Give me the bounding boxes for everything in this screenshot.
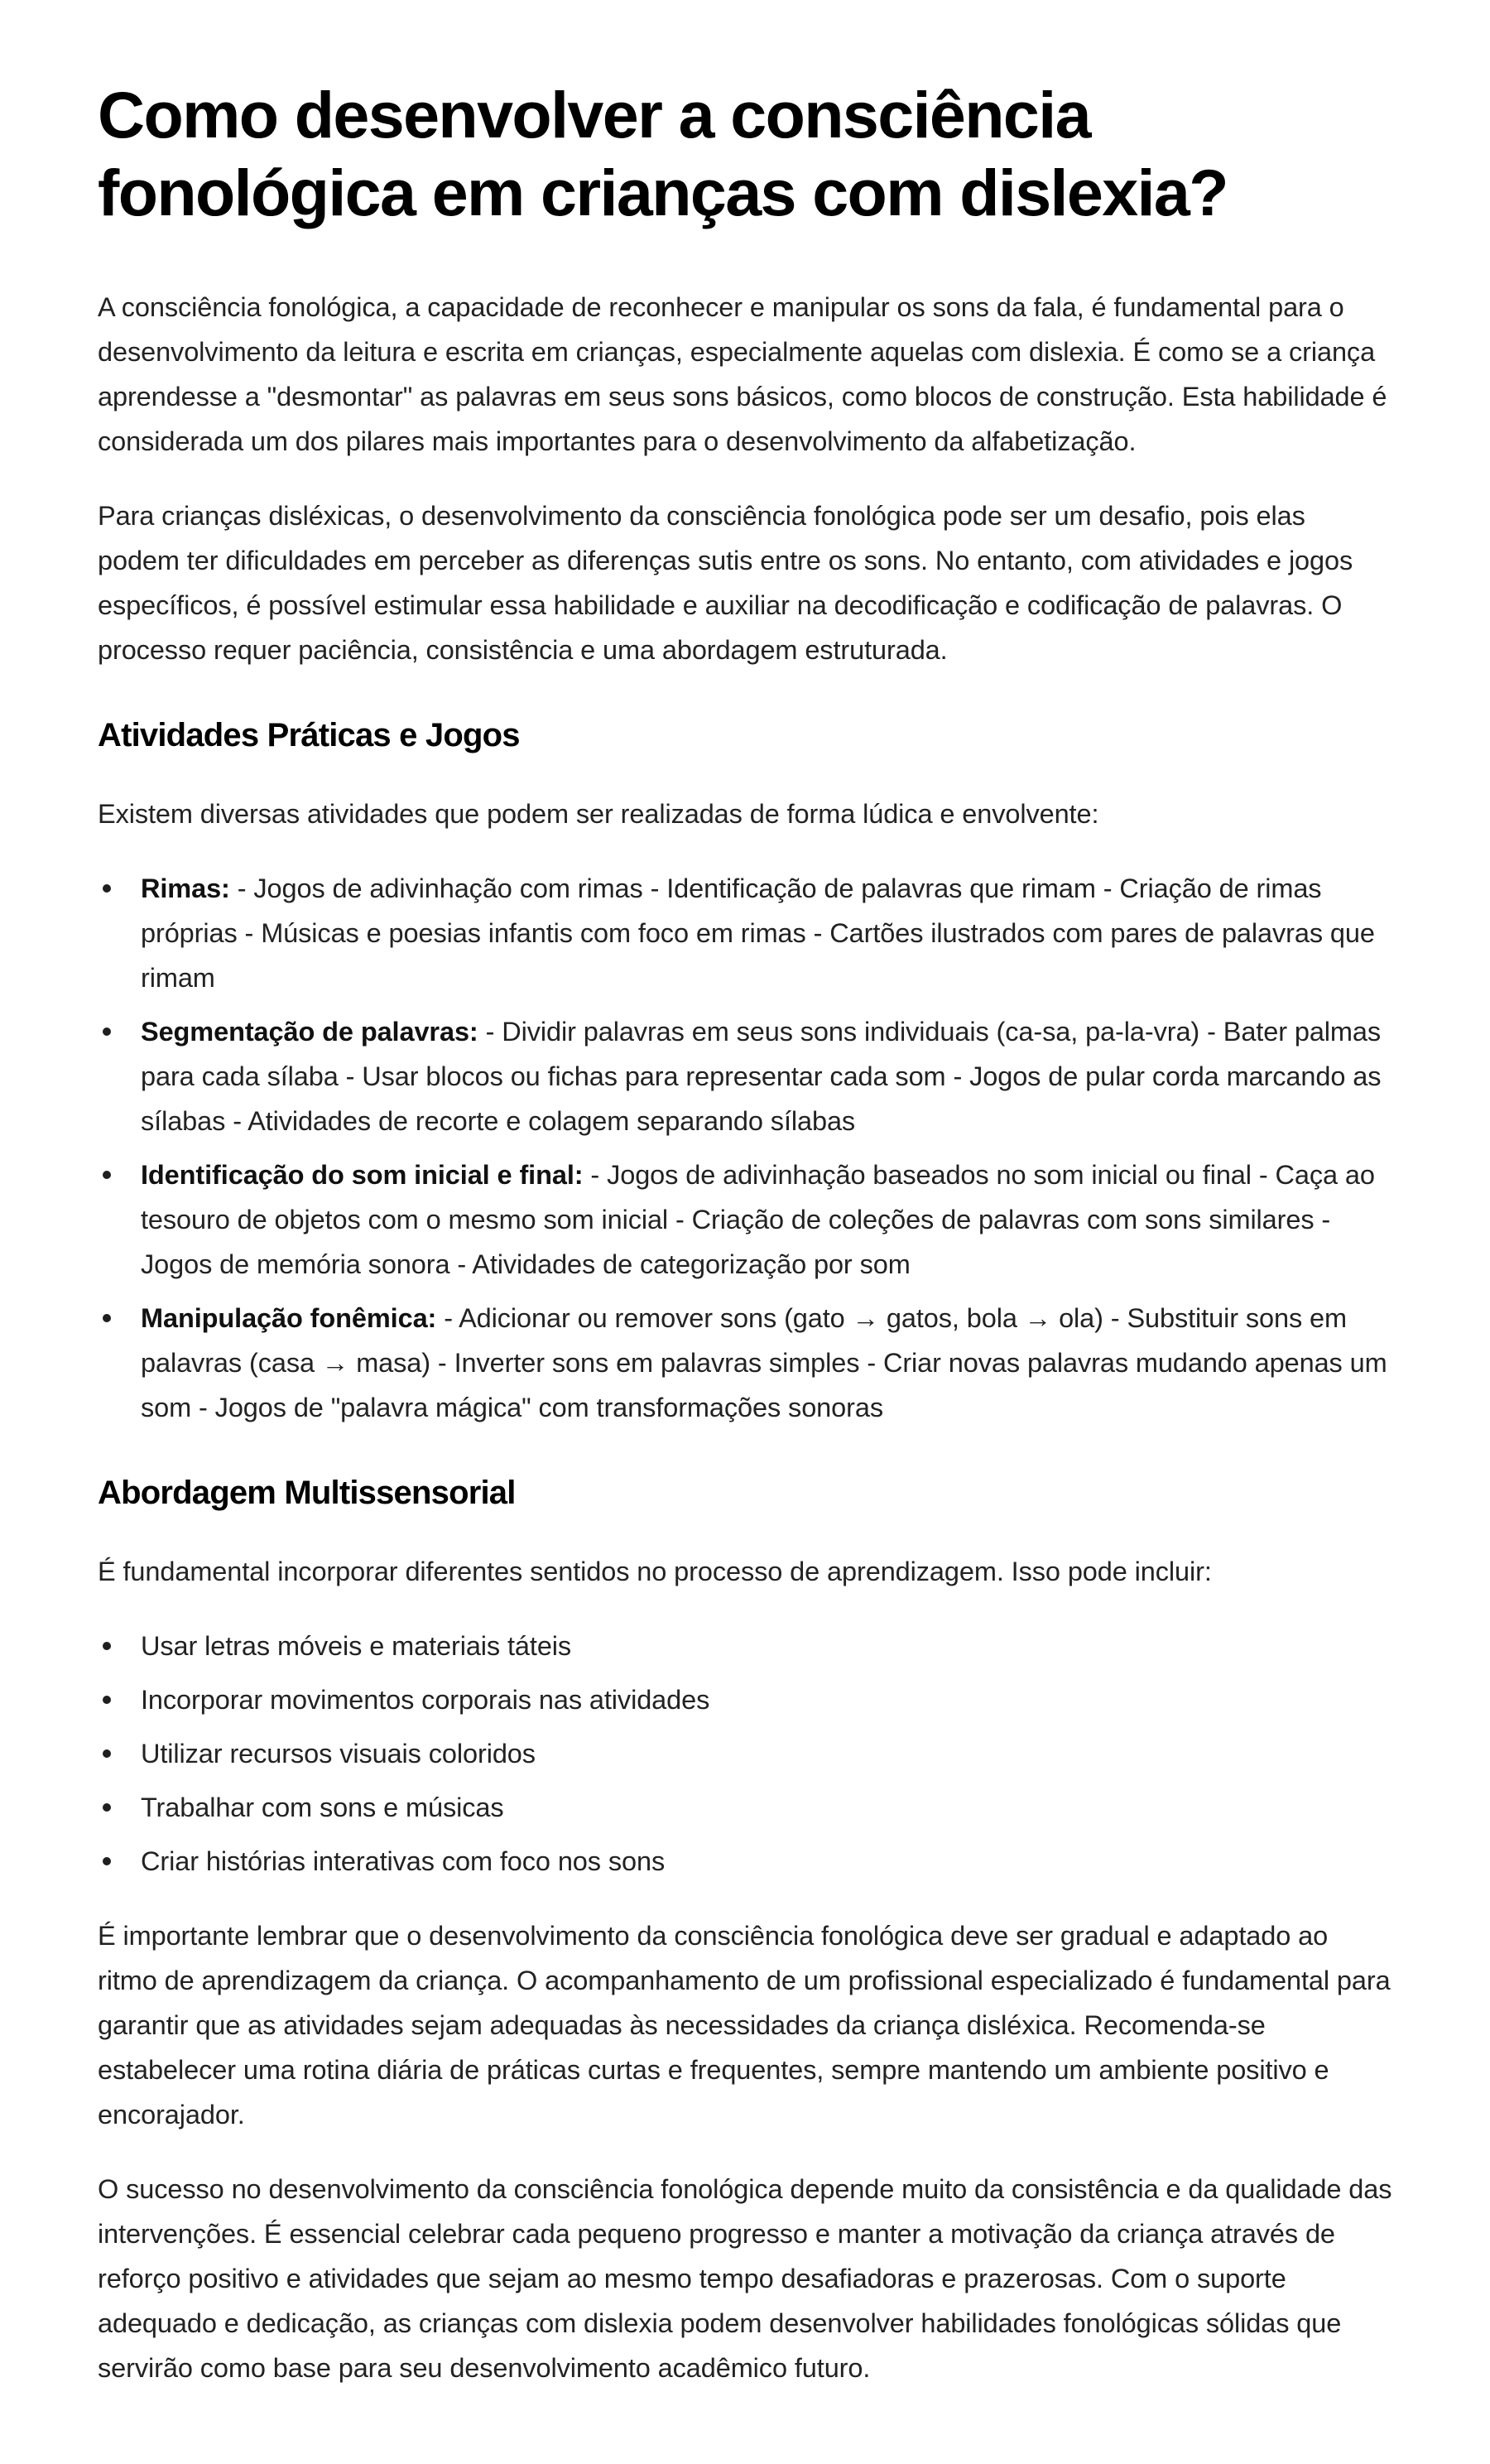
list-item-text: Usar letras móveis e materiais táteis xyxy=(141,1631,572,1661)
list-item-text: Utilizar recursos visuais coloridos xyxy=(141,1739,536,1769)
activities-list xyxy=(98,866,1392,1430)
list-item xyxy=(98,1153,1392,1287)
list-item xyxy=(98,1009,1392,1143)
list-item-text: Trabalhar com sons e músicas xyxy=(141,1793,504,1822)
list-item xyxy=(98,1296,1392,1430)
section-heading-multisensory: Abordagem Multissensorial xyxy=(98,1475,516,1511)
list-item-label: Rimas: xyxy=(141,873,230,903)
list-item-text: Criar histórias interativas com foco nos sons xyxy=(141,1846,666,1876)
list-item-text: - Dividir palavras em seus sons individuais (ca-sa, pa-la-vra) - Bater palmas para cada sílaba - Usar blocos ou fichas para representar cada som - Jogos de pular corda marcando as sílabas - Atividades de recorte e colagem separando sílabas xyxy=(141,1017,1382,1136)
bullet-icon xyxy=(103,1857,111,1865)
bullet-icon xyxy=(103,1027,111,1036)
list-item xyxy=(98,1839,1392,1884)
list-item-text: Incorporar movimentos corporais nas atividades xyxy=(141,1685,710,1715)
list-item-label: Manipulação fonêmica: xyxy=(141,1303,437,1333)
closing-paragraph: O sucesso no desenvolvimento da consciência fonológica depende muito da consistência e da qualidade das intervenções. É essencial celebrar cada pequeno progresso e manter a motivação da criança através de reforço positivo e atividades que sejam ao mesmo tempo desafiadoras e prazerosas. Com o suporte adequado e dedicação, as crianças com dislexia podem desenvolver habilidades fonológicas sólidas que servirão como base para seu desenvolvimento acadêmico futuro. xyxy=(98,2174,1392,2383)
section-intro: É fundamental incorporar diferentes sentidos no processo de aprendizagem. Isso pode incluir: xyxy=(98,1557,1212,1586)
bullet-icon xyxy=(103,884,111,893)
list-item xyxy=(98,1677,1392,1722)
list-item-text: - Jogos de adivinhação baseados no som inicial ou final - Caça ao tesouro de objetos com o mesmo som inicial - Criação de coleções de palavras com sons similares - Jogos de memória sonora - Atividades de categorização por som xyxy=(141,1160,1375,1279)
bullet-icon xyxy=(103,1642,111,1650)
bullet-icon xyxy=(103,1171,111,1179)
section-multisensory xyxy=(98,1471,1392,1884)
bullet-icon xyxy=(103,1803,111,1812)
page-title: Como desenvolver a consciência fonológica em crianças com dislexia? xyxy=(98,78,1228,229)
bullet-icon xyxy=(103,1696,111,1704)
list-item-label: Segmentação de palavras: xyxy=(141,1017,478,1047)
list-item xyxy=(98,1785,1392,1830)
section-intro: Existem diversas atividades que podem ser realizadas de forma lúdica e envolvente: xyxy=(98,799,1099,829)
list-item-text: - Jogos de adivinhação com rimas - Identificação de palavras que rimam - Criação de rimas próprias - Músicas e poesias infantis com foco em rimas - Cartões ilustrados com pares de palavras que rimam xyxy=(141,873,1375,993)
list-item-label: Identificação do som inicial e final: xyxy=(141,1160,584,1190)
intro-paragraph: Para crianças disléxicas, o desenvolvimento da consciência fonológica pode ser um desafio, pois elas podem ter dificuldades em perceber as diferenças sutis entre os sons. No entanto, com atividades e jogos específicos, é possível estimular essa habilidade e auxiliar na decodificação e codificação de palavras. O processo requer paciência, consistência e uma abordagem estruturada. xyxy=(98,501,1353,665)
list-item xyxy=(98,866,1392,1000)
list-item xyxy=(98,1624,1392,1668)
list-item xyxy=(98,1731,1392,1776)
section-activities xyxy=(98,714,1392,1430)
multisensory-list xyxy=(98,1624,1392,1884)
intro-paragraph: A consciência fonológica, a capacidade de reconhecer e manipular os sons da fala, é fundamental para o desenvolvimento da leitura e escrita em crianças, especialmente aquelas com dislexia. É como se a criança aprendesse a "desmontar" as palavras em seus sons básicos, como blocos de construção. Esta habilidade é considerada um dos pilares mais importantes para o desenvolvimento da alfabetização. xyxy=(98,292,1387,456)
section-heading-activities: Atividades Práticas e Jogos xyxy=(98,717,520,753)
list-item-text: - Adicionar ou remover sons (gato → gatos, bola → ola) - Substituir sons em palavras (casa → masa) - Inverter sons em palavras simples - Criar novas palavras mudando apenas um som - Jogos de "palavra mágica" com transformações sonoras xyxy=(141,1303,1387,1422)
bullet-icon xyxy=(103,1314,111,1322)
closing-paragraph: É importante lembrar que o desenvolvimento da consciência fonológica deve ser gradual e adaptado ao ritmo de aprendizagem da criança. O acompanhamento de um profissional especializado é fundamental para garantir que as atividades sejam adequadas às necessidades da criança disléxica. Recomenda-se estabelecer uma rotina diária de práticas curtas e frequentes, sempre mantendo um ambiente positivo e encorajador. xyxy=(98,1921,1391,2130)
bullet-icon xyxy=(103,1749,111,1758)
